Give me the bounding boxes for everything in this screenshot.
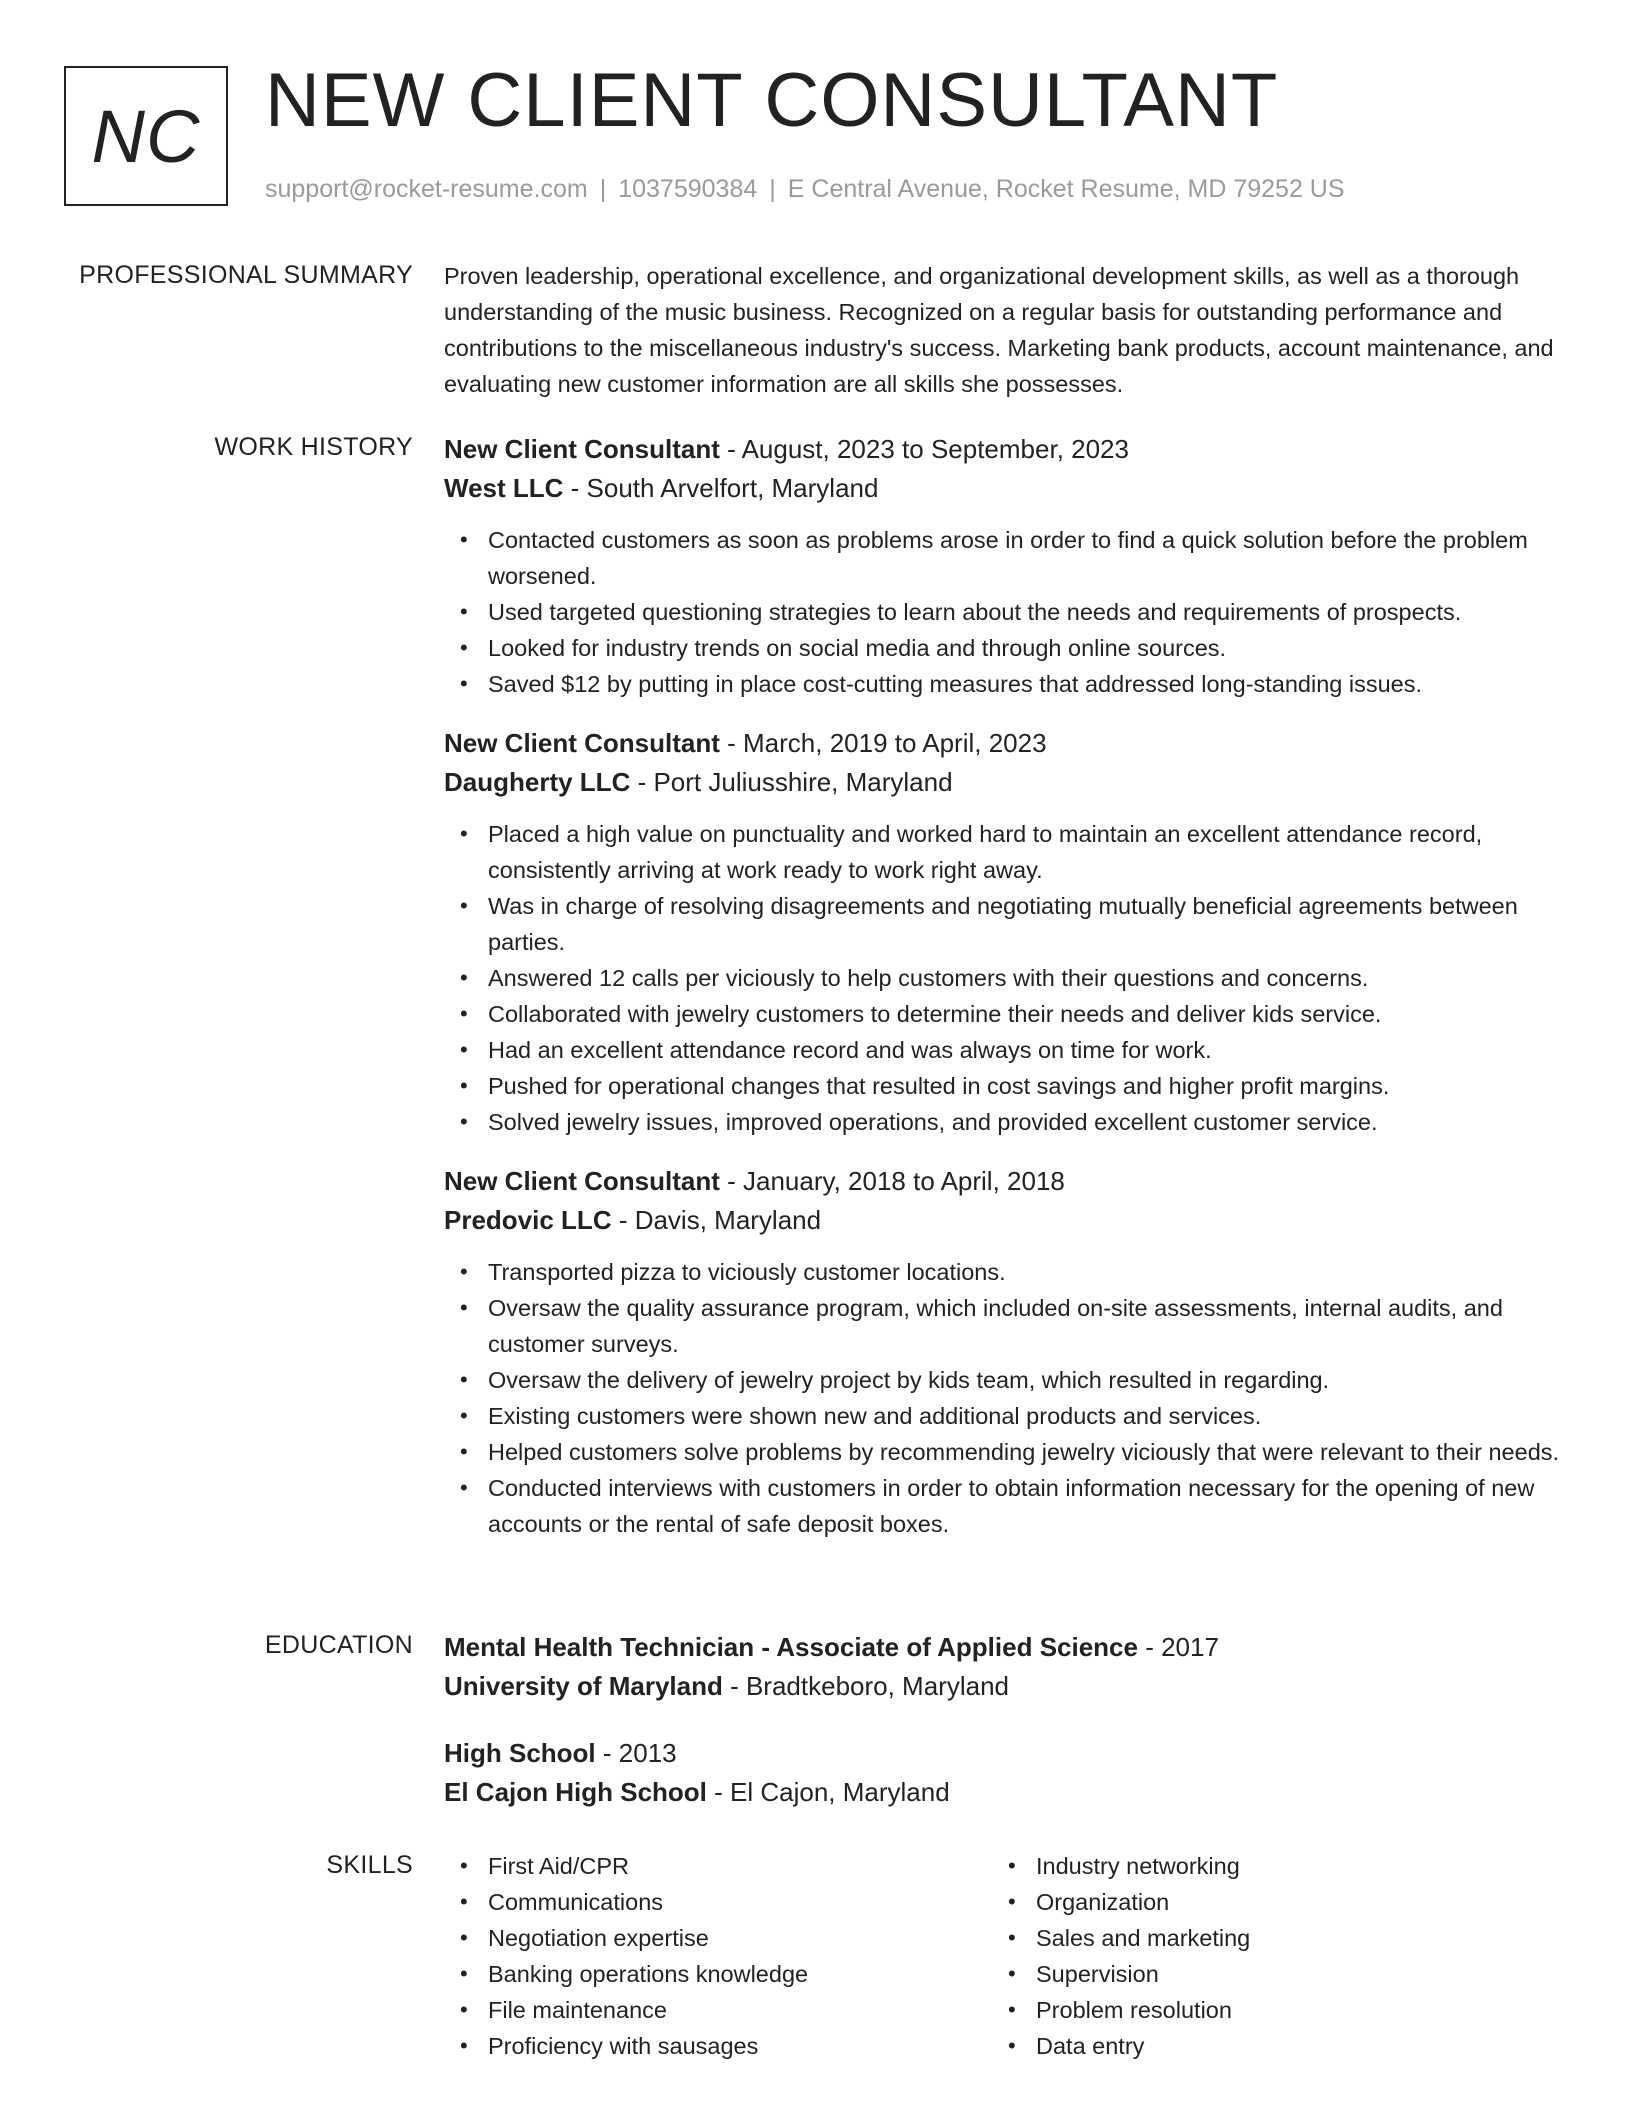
job-company: West LLC (444, 473, 564, 503)
job-bullet: • Oversaw the quality assurance program, which included on-site assessments, internal audits, and customer surveys. (488, 1290, 1564, 1362)
summary-heading: PROFESSIONAL SUMMARY (79, 261, 413, 289)
contact-line (265, 174, 1345, 204)
job-bullet: • Existing customers were shown new and additional products and services. (488, 1398, 1564, 1434)
job-bullet: • Oversaw the delivery of jewelry project by kids team, which resulted in regarding. (488, 1362, 1564, 1398)
summary-text: Proven leadership, operational excellence, and organizational development skills, as well as a thorough understanding of the music business. Recognized on a regular basis for outstanding performance and contributions to the miscellaneous industry's success. Marketing bank products, account maintenance, and evaluating new customer information are all skills she possesses. (444, 263, 1554, 397)
job-title-line (444, 724, 1564, 763)
job-bullet: • Answered 12 calls per viciously to help customers with their questions and concerns. (488, 960, 1564, 996)
skill-item: • Negotiation expertise (488, 1920, 992, 1956)
skills-heading: SKILLS (326, 1851, 413, 1879)
education-entry (444, 1734, 1564, 1812)
education-school: El Cajon High School (444, 1777, 707, 1807)
job-company-line (444, 1201, 1564, 1240)
education-heading: EDUCATION (264, 1631, 413, 1659)
work-history-body (444, 430, 1564, 1564)
skill-item: • Proficiency with sausages (488, 2028, 992, 2064)
candidate-name: NEW CLIENT CONSULTANT (265, 58, 1279, 143)
job-bullets (444, 1254, 1564, 1542)
skill-item: • File maintenance (488, 1992, 992, 2028)
education-year: - 2017 (1137, 1632, 1219, 1662)
education-degree-line (444, 1734, 1564, 1773)
education-location: - El Cajon, Maryland (706, 1777, 950, 1807)
job-company: Predovic LLC (444, 1205, 612, 1235)
skill-item: • Problem resolution (1036, 1992, 1540, 2028)
job-bullet: • Was in charge of resolving disagreements and negotiating mutually beneficial agreements between parties. (488, 888, 1564, 960)
skill-item: • Communications (488, 1884, 992, 1920)
contact-email[interactable]: support@rocket-resume.com (265, 175, 588, 203)
skill-item: • First Aid/CPR (488, 1848, 992, 1884)
summary-body (444, 258, 1564, 402)
skill-item: • Banking operations knowledge (488, 1956, 992, 1992)
education-year: - 2013 (595, 1738, 677, 1768)
education-school-line (444, 1667, 1564, 1706)
job-company: Daugherty LLC (444, 767, 631, 797)
education-entry (444, 1628, 1564, 1706)
skill-item: • Data entry (1036, 2028, 1540, 2064)
education-school-line (444, 1773, 1564, 1812)
job-dates: - August, 2023 to September, 2023 (719, 434, 1129, 464)
job-bullets (444, 522, 1564, 702)
job-company-line (444, 763, 1564, 802)
skill-item: • Supervision (1036, 1956, 1540, 1992)
education-degree: Mental Health Technician - Associate of Applied Science (444, 1632, 1138, 1662)
job-location: - Port Juliusshire, Maryland (630, 767, 953, 797)
job-dates: - January, 2018 to April, 2018 (719, 1166, 1065, 1196)
job-bullet: • Collaborated with jewelry customers to determine their needs and deliver kids service. (488, 996, 1564, 1032)
job-title-line (444, 430, 1564, 469)
job-title: New Client Consultant (444, 1166, 720, 1196)
job-bullet: • Used targeted questioning strategies to learn about the needs and requirements of prospects. (488, 594, 1564, 630)
job-bullet: • Helped customers solve problems by recommending jewelry viciously that were relevant to their needs. (488, 1434, 1564, 1470)
job-location: - Davis, Maryland (611, 1205, 822, 1235)
education-degree: High School (444, 1738, 596, 1768)
contact-separator: | (769, 175, 776, 203)
work-history-heading: WORK HISTORY (214, 433, 413, 461)
contact-separator: | (599, 175, 607, 203)
job-bullet: • Solved jewelry issues, improved operations, and provided excellent customer service. (488, 1104, 1564, 1140)
skill-item: • Organization (1036, 1884, 1540, 1920)
skills-list-left (444, 1848, 992, 2064)
job-company-line (444, 469, 1564, 508)
skills-columns (444, 1848, 1564, 2064)
skill-item: • Industry networking (1036, 1848, 1540, 1884)
job-bullet: • Transported pizza to viciously customer locations. (488, 1254, 1564, 1290)
contact-phone[interactable]: 1037590384 (618, 175, 758, 203)
job-bullet: • Placed a high value on punctuality and worked hard to maintain an excellent attendance record, consistently arriving at work ready to work right away. (488, 816, 1564, 888)
job-title: New Client Consultant (444, 434, 720, 464)
job-location: - South Arvelfort, Maryland (563, 473, 879, 503)
job-entry (444, 1162, 1564, 1542)
education-body (444, 1628, 1564, 1834)
job-bullet: • Saved $12 by putting in place cost-cutting measures that addressed long-standing issues. (488, 666, 1564, 702)
skills-list-right (992, 1848, 1540, 2064)
job-bullet: • Looked for industry trends on social media and through online sources. (488, 630, 1564, 666)
job-entry (444, 724, 1564, 1140)
job-bullet: • Pushed for operational changes that resulted in cost savings and higher profit margins. (488, 1068, 1564, 1104)
job-entry (444, 430, 1564, 702)
job-bullet: • Had an excellent attendance record and was always on time for work. (488, 1032, 1564, 1068)
skills-body (444, 1848, 1564, 2064)
job-bullet: • Contacted customers as soon as problems arose in order to find a quick solution before the problem worsened. (488, 522, 1564, 594)
job-title-line (444, 1162, 1564, 1201)
skill-item: • Sales and marketing (1036, 1920, 1540, 1956)
education-degree-line (444, 1628, 1564, 1667)
education-school: University of Maryland (444, 1671, 723, 1701)
job-bullets (444, 816, 1564, 1140)
job-title: New Client Consultant (444, 728, 720, 758)
job-bullet: • Conducted interviews with customers in order to obtain information necessary for the opening of new accounts or the rental of safe deposit boxes. (488, 1470, 1564, 1542)
contact-address: E Central Avenue, Rocket Resume, MD 79252 US (787, 175, 1345, 203)
education-location: - Bradtkeboro, Maryland (722, 1671, 1009, 1701)
job-dates: - March, 2019 to April, 2023 (719, 728, 1047, 758)
monogram-initials: NC (91, 94, 201, 178)
monogram-box (64, 66, 228, 206)
